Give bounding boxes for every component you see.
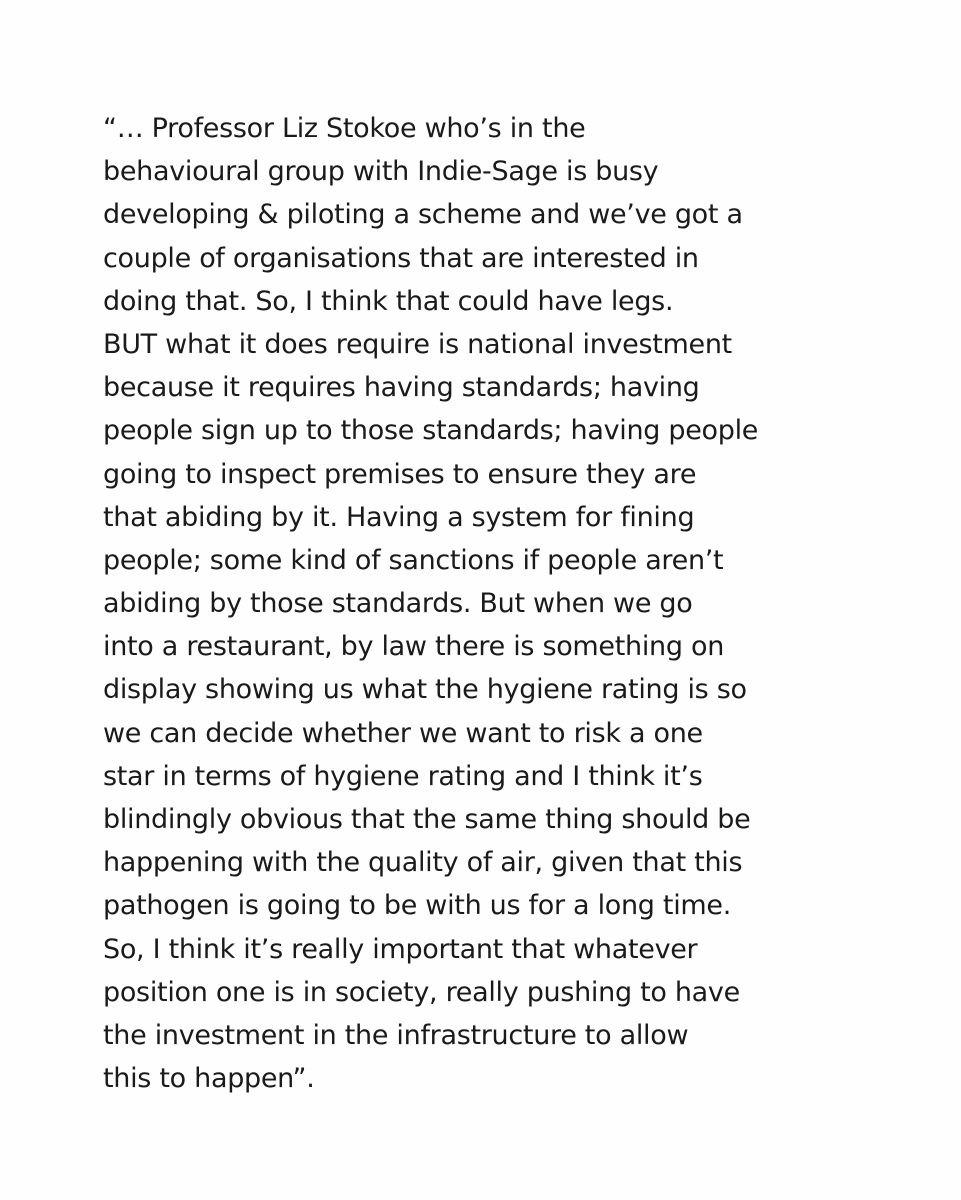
- quote-line: pathogen is going to be with us for a long time.: [103, 890, 732, 922]
- quote-line: doing that. So, I think that could have legs.: [103, 285, 674, 317]
- quote-line: blindingly obvious that the same thing should be: [103, 804, 751, 835]
- quote-line: “… Professor Liz Stokoe who’s in the: [103, 113, 586, 144]
- quote-line: star in terms of hygiene rating and I think it’s: [103, 760, 703, 792]
- quote-line: we can decide whether we want to risk a one: [103, 717, 703, 749]
- quote-line: abiding by those standards. But when we go: [103, 588, 693, 620]
- quote-line: developing & piloting a scheme and we’ve got a: [103, 199, 743, 231]
- quote-line: BUT what it does require is national investment: [103, 328, 732, 360]
- quote-line: going to inspect premises to ensure they are: [103, 458, 697, 490]
- quote-line: into a restaurant, by law there is something on: [103, 631, 725, 663]
- quote-line: people; some kind of sanctions if people aren’t: [103, 544, 724, 576]
- quote-line: this to happen”.: [103, 1063, 315, 1095]
- quote-line: display showing us what the hygiene rating is so: [103, 674, 747, 706]
- quote-line: behavioural group with Indie-Sage is busy: [103, 156, 659, 188]
- quote-line: So, I think it’s really important that whatever: [103, 933, 698, 965]
- quote-line: because it requires having standards; having: [103, 372, 700, 404]
- quote-line: people sign up to those standards; having people: [103, 415, 759, 447]
- quote-line: position one is in society, really pushing to have: [103, 976, 740, 1008]
- quote-text: [103, 107, 863, 1100]
- quote-line: couple of organisations that are interested in: [103, 242, 699, 274]
- quote-line: the investment in the infrastructure to allow: [103, 1019, 689, 1051]
- quote-line: happening with the quality of air, given that this: [103, 847, 743, 879]
- quote-line: that abiding by it. Having a system for fining: [103, 501, 695, 533]
